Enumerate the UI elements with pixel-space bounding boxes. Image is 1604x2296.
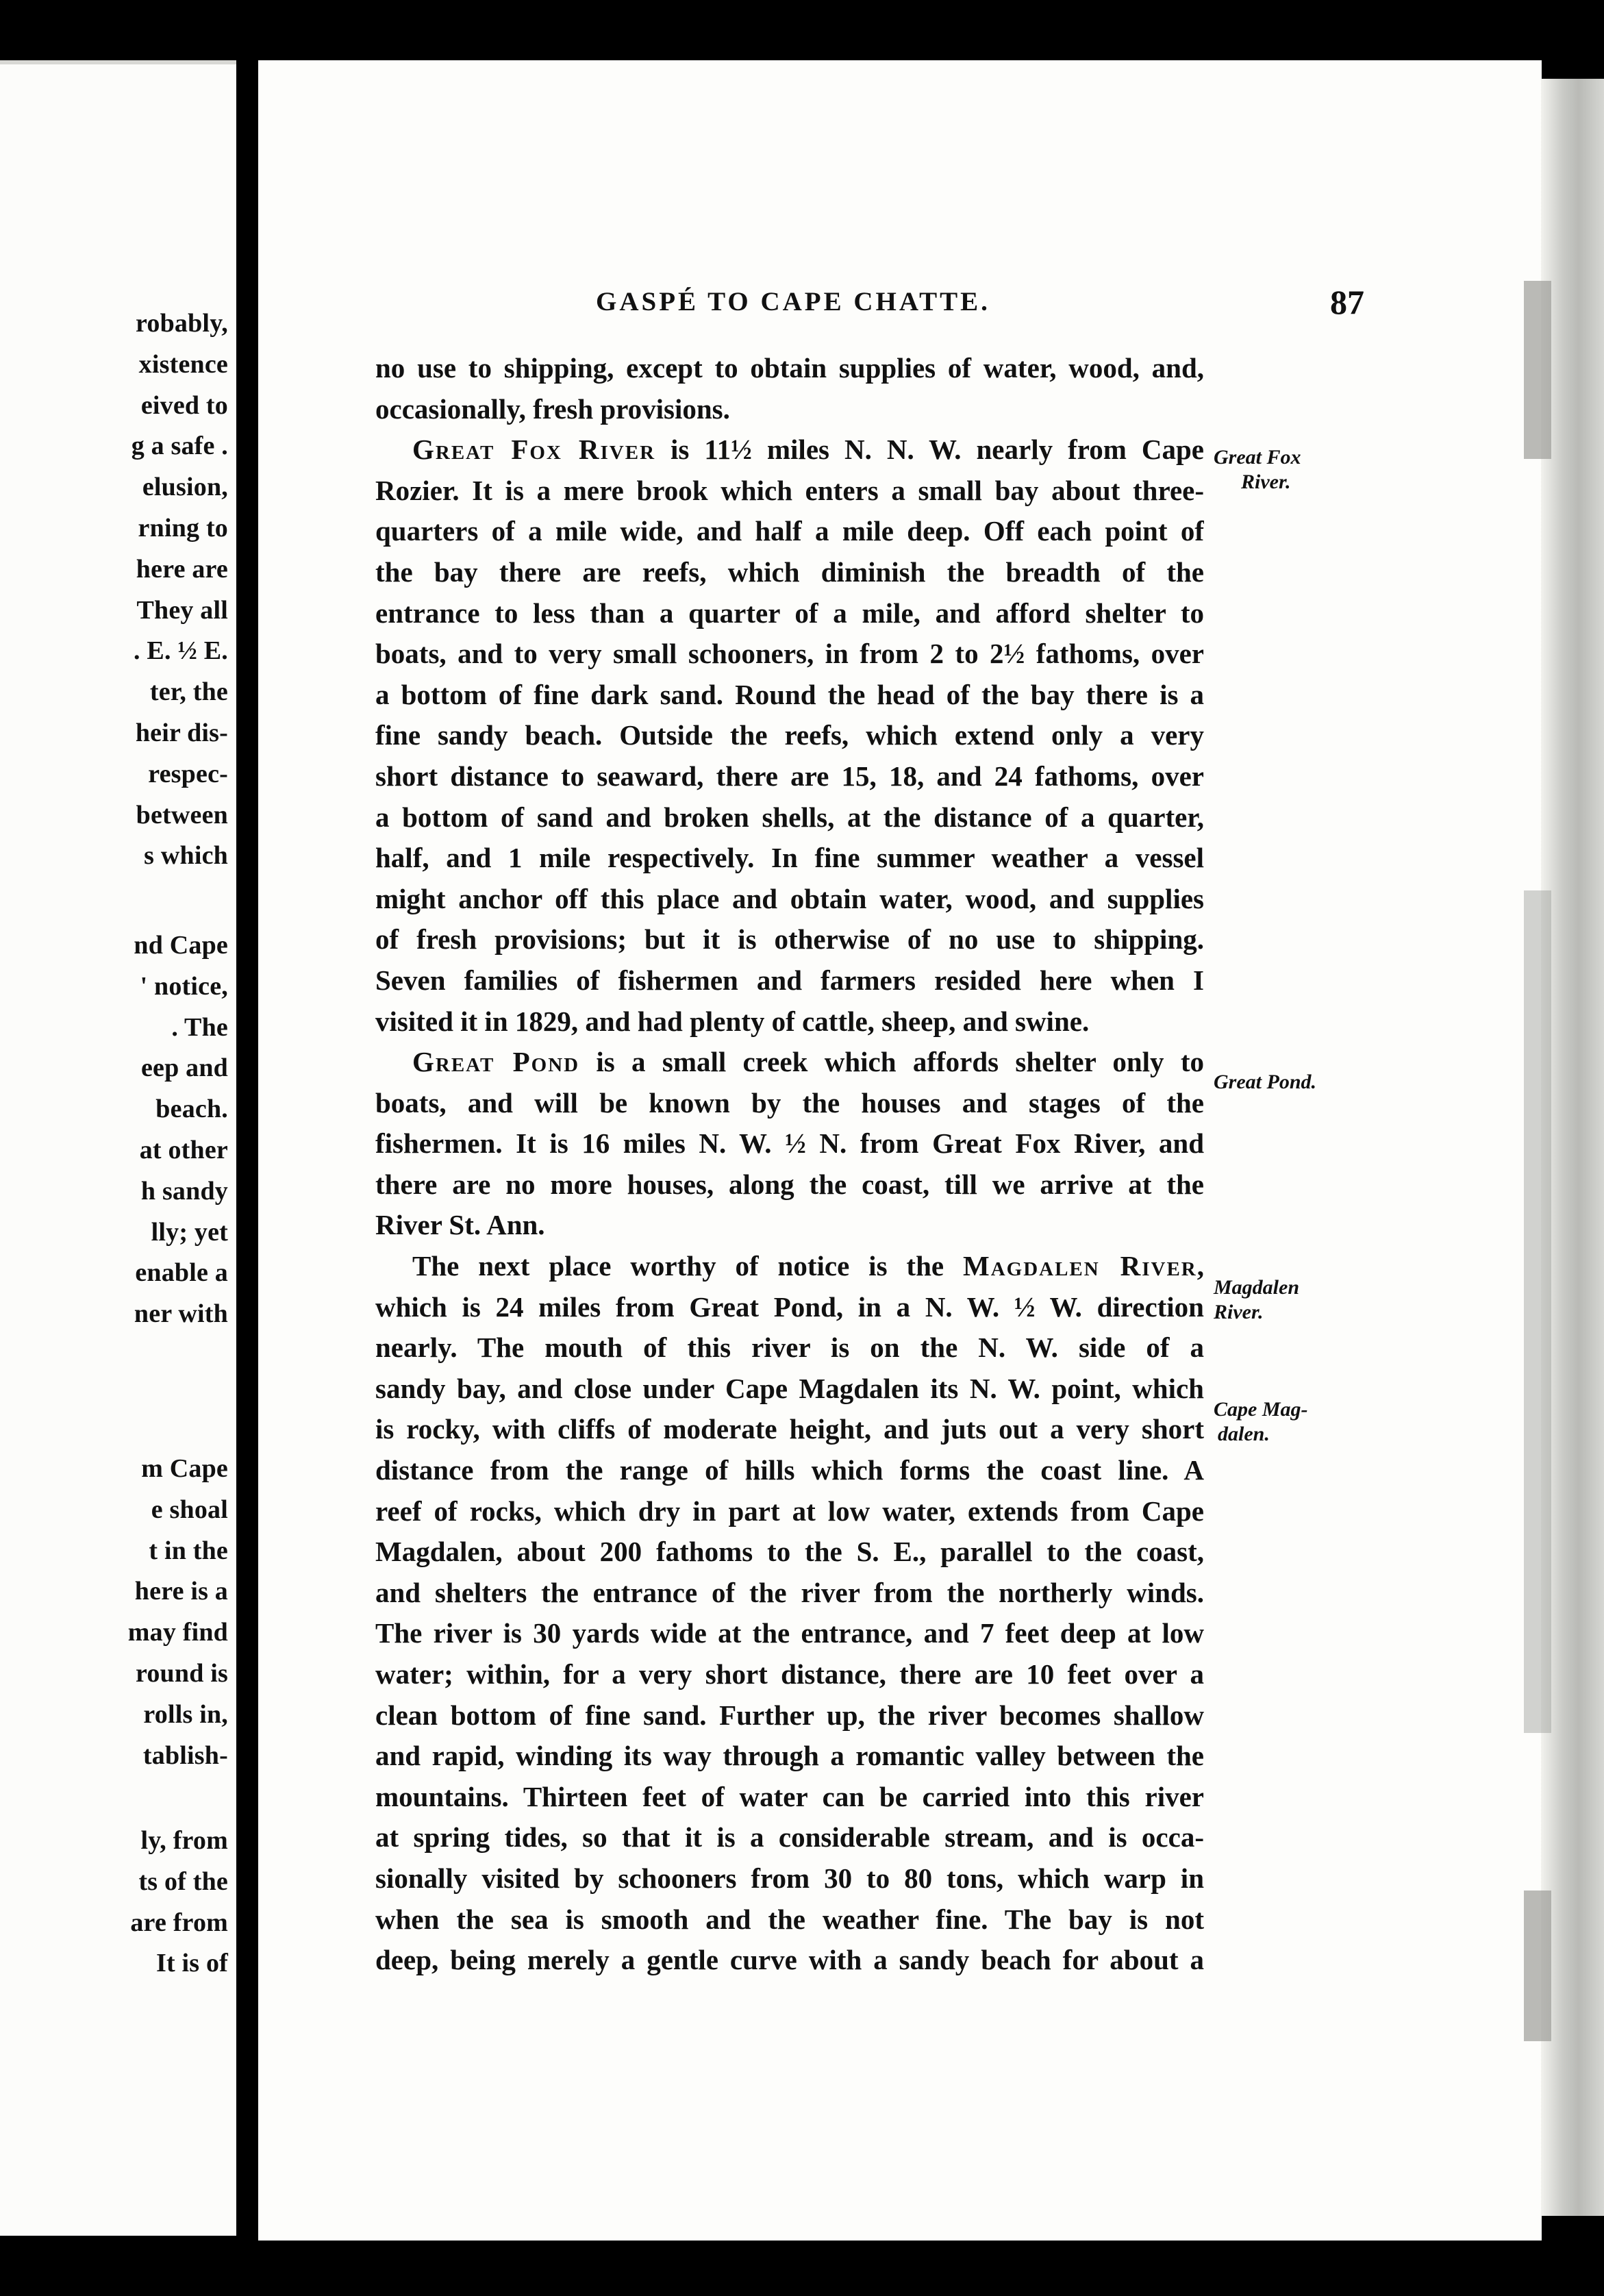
- left-page-line: s which: [144, 841, 228, 871]
- left-page-top-edge: [0, 60, 236, 64]
- body-line: half, and 1 mile respectively. In fine summer weather a vessel: [375, 842, 1204, 874]
- body-line: River St. Ann.: [375, 1209, 545, 1241]
- margin-note-line: River.: [1241, 471, 1291, 493]
- body-line: visited it in 1829, and had plenty of cattle, sheep, and swine.: [375, 1005, 1090, 1037]
- left-page-line: tablish-: [142, 1740, 228, 1770]
- left-page-line: ly, from: [140, 1826, 228, 1855]
- left-page-line: respec-: [148, 759, 228, 788]
- body-line: mountains. Thirteen feet of water can be carried into this river: [375, 1780, 1204, 1812]
- body-line: Great Fox River is 11½ miles N. N. W. nearly from Cape: [412, 434, 1204, 466]
- margin-note-line: River.: [1214, 1301, 1264, 1323]
- body-line: Seven families of fishermen and farmers resided here when I: [375, 964, 1204, 996]
- body-line: which is 24 miles from Great Pond, in a N. W. ½ W. direction: [375, 1290, 1204, 1323]
- body-line: water; within, for a very short distance, there are 10 feet over a: [375, 1658, 1204, 1690]
- body-line: when the sea is smooth and the weather fine. The bay is not: [375, 1903, 1204, 1935]
- edge-bleed-mark: [1524, 890, 1551, 1733]
- body-line: clean bottom of fine sand. Further up, the river becomes shallow: [375, 1699, 1204, 1731]
- left-page-line: rning to: [138, 514, 228, 542]
- running-head: GASPÉ TO CAPE CHATTE.: [596, 287, 990, 316]
- body-line: and rapid, winding its way through a romantic valley between the: [375, 1740, 1204, 1772]
- left-page-line: lly; yet: [151, 1217, 228, 1247]
- left-page-line: e shoal: [151, 1495, 228, 1524]
- body-line: The river is 30 yards wide at the entrance, and 7 feet deep at low: [375, 1617, 1204, 1649]
- body-line: might anchor off this place and obtain water, wood, and supplies: [375, 882, 1204, 914]
- book-gutter: [236, 0, 258, 2296]
- body-line: short distance to seaward, there are 15, 18, and 24 fathoms, over: [375, 760, 1204, 792]
- left-page-fragment: [0, 60, 236, 2236]
- left-page-line: t in the: [149, 1536, 228, 1565]
- body-line: Rozier. It is a mere brook which enters a small bay about three-: [375, 474, 1204, 506]
- left-page-line: between: [136, 800, 228, 829]
- page-number: 87: [1330, 283, 1364, 321]
- body-line: reef of rocks, which dry in part at low water, extends from Cape: [375, 1495, 1204, 1527]
- margin-note-great-fox-river: [1214, 445, 1301, 495]
- left-page-line: may find: [127, 1618, 228, 1647]
- edge-bleed-mark: [1524, 281, 1551, 459]
- margin-note-line: Cape Mag-: [1214, 1398, 1308, 1421]
- left-page-line: ter, the: [149, 677, 228, 707]
- body-text: [375, 348, 1204, 1981]
- edge-bleed-mark: [1524, 1891, 1551, 2041]
- body-line: entrance to less than a quarter of a mile, and afford shelter to: [375, 597, 1204, 629]
- margin-note-line: dalen.: [1218, 1423, 1270, 1445]
- left-page-line: are from: [130, 1908, 228, 1937]
- body-line: deep, being merely a gentle curve with a sandy beach for about a: [375, 1944, 1204, 1976]
- left-page-line: ts of the: [138, 1867, 228, 1896]
- left-page-line: rolls in,: [143, 1699, 228, 1729]
- left-page-line: They all: [136, 595, 228, 625]
- body-line: The next place worthy of notice is the Magdalen River,: [412, 1250, 1204, 1282]
- body-line: fine sandy beach. Outside the reefs, which extend only a very: [375, 719, 1204, 751]
- body-line: occasionally, fresh provisions.: [375, 392, 730, 425]
- left-page-line: m Cape: [141, 1454, 228, 1483]
- body-line: is rocky, with cliffs of moderate height, and juts out a very short: [375, 1413, 1204, 1445]
- body-line: at spring tides, so that it is a considerable stream, and is occa-: [375, 1821, 1204, 1854]
- left-page-line: beach.: [155, 1095, 228, 1124]
- left-page-line: . The: [171, 1012, 228, 1042]
- body-line: the bay there are reefs, which diminish the breadth of the: [375, 556, 1204, 588]
- margin-note-great-pond: [1214, 1070, 1316, 1095]
- left-page-line: heir dis-: [135, 719, 228, 747]
- left-page-line: here are: [136, 554, 228, 584]
- body-line: sandy bay, and close under Cape Magdalen its N. W. point, which: [375, 1372, 1204, 1404]
- left-page-line: ner with: [134, 1299, 228, 1329]
- body-line: no use to shipping, except to obtain supplies of water, wood, and,: [375, 352, 1204, 384]
- left-page-line: It is of: [155, 1949, 228, 1978]
- body-line: quarters of a mile wide, and half a mile deep. Off each point of: [375, 515, 1204, 547]
- body-line: boats, and to very small schooners, in from 2 to 2½ fathoms, over: [375, 638, 1204, 670]
- body-line: nearly. The mouth of this river is on the N. W. side of a: [375, 1332, 1204, 1364]
- body-line: boats, and will be known by the houses and stages of the: [375, 1086, 1204, 1119]
- left-page-line: round is: [135, 1659, 228, 1688]
- left-page-line: nd Cape: [134, 931, 228, 960]
- body-line: there are no more houses, along the coast, till we arrive at the: [375, 1168, 1204, 1200]
- body-line: a bottom of fine dark sand. Round the head of the bay there is a: [375, 678, 1204, 710]
- left-page-line: eived to: [140, 390, 228, 420]
- margin-note-cape-magdalen: [1214, 1397, 1308, 1447]
- left-page-line: h sandy: [140, 1176, 228, 1206]
- body-line: of fresh provisions; but it is otherwise of no use to shipping.: [375, 923, 1204, 956]
- left-page-line: . E. ½ E.: [134, 636, 228, 666]
- body-line: Magdalen, about 200 fathoms to the S. E., parallel to the coast,: [375, 1536, 1204, 1568]
- left-page-line: elusion,: [142, 473, 228, 502]
- left-page-line: here is a: [134, 1577, 228, 1606]
- left-page-line: eep and: [140, 1053, 228, 1083]
- left-page-line: enable a: [135, 1258, 228, 1288]
- left-page-line: at other: [139, 1136, 228, 1164]
- body-line: distance from the range of hills which forms the coast line. A: [375, 1454, 1204, 1486]
- margin-note-magdalen-river: [1214, 1275, 1299, 1325]
- body-line: Great Pond is a small creek which affords shelter only to: [412, 1046, 1204, 1078]
- margin-note-line: Magdalen: [1214, 1276, 1300, 1299]
- body-line: and shelters the entrance of the river from the northerly winds.: [375, 1576, 1204, 1608]
- left-page-line: ' notice,: [140, 971, 228, 1001]
- left-page-line: xistence: [138, 349, 228, 379]
- margin-note-line: Great Pond.: [1214, 1071, 1316, 1093]
- body-line: sionally visited by schooners from 30 to 80 tons, which warp in: [375, 1862, 1204, 1894]
- left-page-line: g a safe .: [131, 432, 228, 461]
- left-page-line: robably,: [135, 309, 228, 338]
- body-line: a bottom of sand and broken shells, at the distance of a quarter,: [375, 801, 1204, 833]
- margin-note-line: Great Fox: [1214, 446, 1301, 469]
- body-line: fishermen. It is 16 miles N. W. ½ N. from Great Fox River, and: [375, 1127, 1204, 1160]
